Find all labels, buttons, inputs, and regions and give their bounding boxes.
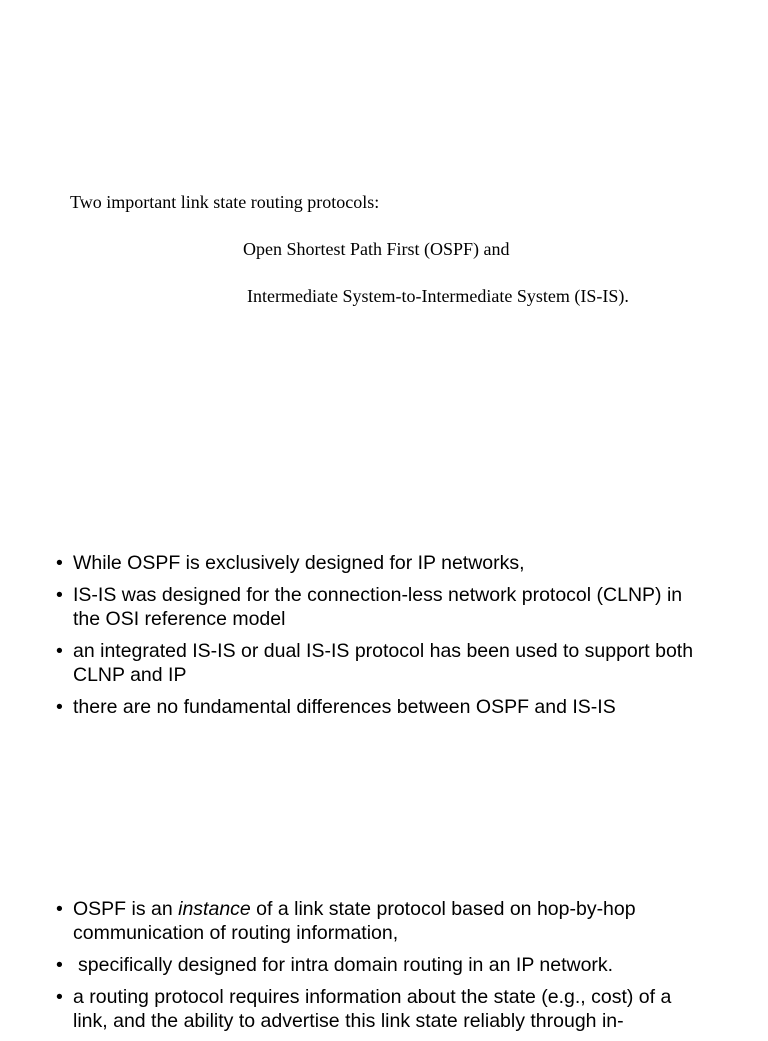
list-item: • a routing protocol requires information about the state (e.g., cost) of a link, and the ability to advertise this link state reliably through in- [56,985,706,1033]
list-item [56,897,706,945]
list-item: • While OSPF is exclusively designed for IP networks, [56,551,706,575]
list-item: • specifically designed for intra domain routing in an IP network. [56,953,706,977]
bullet-text-end: of a link state protocol based on hop-by-hop communication of routing information, [73,898,636,944]
protocol-ospf-line: Open Shortest Path First (OSPF) and [243,239,510,259]
list-item: • IS-IS was designed for the connection-less network protocol (CLNP) in the OSI reference model [56,583,706,631]
bullet-list-ospf-details [56,897,706,1041]
intro-heading: Two important link state routing protocols: [70,192,380,212]
protocol-isis-line: Intermediate System-to-Intermediate System (IS-IS). [247,286,629,306]
list-item: • an integrated IS-IS or dual IS-IS protocol has been used to support both CLNP and IP [56,639,706,687]
emphasized-word: instance [178,898,251,920]
bullet-text-start: OSPF is an [73,898,179,920]
list-item: • there are no fundamental differences between OSPF and IS-IS [56,695,706,719]
bullet-list-ospf-isis [56,551,706,727]
